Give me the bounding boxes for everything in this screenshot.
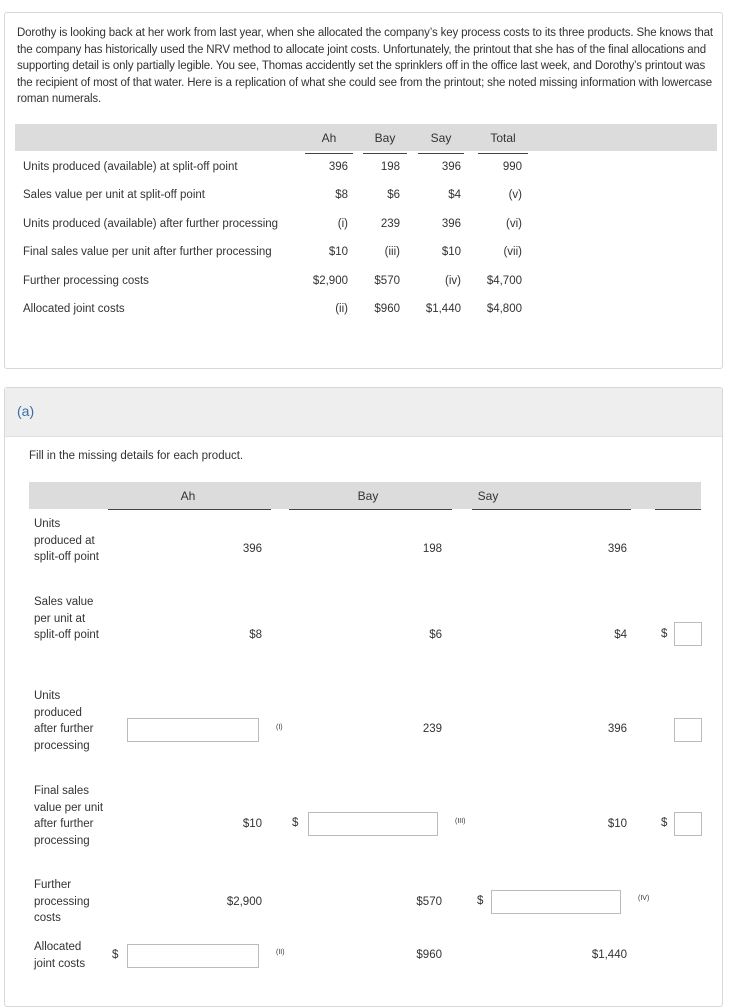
say-value: $10 (607, 818, 627, 830)
say-value: $1,440 (591, 949, 627, 961)
col-underline (655, 509, 701, 510)
printout-cell: $6 (387, 189, 400, 201)
col-underline (289, 509, 452, 510)
answer-tag: (III) (455, 818, 466, 825)
part-a-card (4, 387, 723, 1007)
row-label: Sales value per unit at split-off point (34, 596, 99, 641)
problem-intro: Dorothy is looking back at her work from last year, when she allocated the company’s key process costs to its three products. She knows that the company has historically used the NRV method to allocate joint costs. Unfortunately, the printout that she has of the final allocations and supporting detail is only partially legible. You see, Thomas accidently set the sprinklers off in the office last week, and Dorothy’s printout was the recipient of most of that water. Here is a replication of what she could see from the printout; she noted missing information with lowercase roman numerals. (17, 27, 713, 105)
col-underline (108, 509, 271, 510)
printout-cell: (vi) (506, 218, 522, 230)
printout-cell: (iv) (445, 275, 461, 287)
printout-cell: $4,700 (486, 275, 522, 287)
say-value: 396 (607, 543, 627, 555)
printout-cell: 198 (380, 161, 400, 173)
dollar-sign: $ (477, 895, 484, 907)
col-bay: Bay (374, 131, 396, 145)
answer-tag: (II) (276, 949, 285, 956)
instruction: Fill in the missing details for each product. (29, 450, 244, 462)
printout-cell: $2,900 (312, 275, 348, 287)
ah-value: 396 (242, 543, 262, 555)
dollar-sign: $ (292, 817, 299, 829)
bay-final-sales-input[interactable] (308, 812, 438, 836)
col-underline (472, 509, 631, 510)
printout-cell: 396 (328, 161, 348, 173)
col-say: Say (477, 489, 499, 503)
printout-cell: $570 (374, 275, 400, 287)
row-label: Units produced after further processing (34, 690, 94, 752)
printout-cell: 239 (380, 218, 400, 230)
printout-cell: (vii) (503, 246, 522, 258)
answer-tag: (IV) (638, 895, 650, 902)
ah-units-after-input[interactable] (127, 718, 259, 742)
row-label: Allocated joint costs (34, 941, 86, 970)
row-label: Final sales value per unit after further processing (34, 785, 104, 847)
ah-value: $10 (242, 818, 262, 830)
col-underline (305, 153, 353, 154)
printout-cell: $10 (328, 246, 348, 258)
bay-value: 239 (422, 723, 442, 735)
answer-tag: (I) (276, 724, 283, 731)
dollar-sign: $ (112, 949, 119, 961)
col-ah: Ah (180, 489, 196, 503)
dollar-sign: $ (661, 628, 668, 640)
printout-cell: 396 (441, 218, 461, 230)
col-underline (418, 153, 464, 154)
ah-value: $8 (249, 629, 262, 641)
printout-row-label: Allocated joint costs (23, 303, 125, 315)
printout-row-label: Sales value per unit at split-off point (23, 189, 205, 201)
say-value: $4 (614, 629, 627, 641)
part-label: (a) (17, 403, 35, 419)
printout-cell: $4,800 (486, 303, 522, 315)
printout-cell: $1,440 (425, 303, 461, 315)
printout-row-label: Further processing costs (23, 275, 149, 287)
col-ah: Ah (321, 131, 337, 145)
col-say: Say (430, 131, 452, 145)
bay-value: $570 (416, 896, 442, 908)
bay-value: $6 (429, 629, 442, 641)
col-underline (478, 153, 528, 154)
printout-cell: $4 (448, 189, 461, 201)
printout-cell: (iii) (384, 246, 400, 258)
col-underline (363, 153, 407, 154)
printout-cell: $960 (374, 303, 400, 315)
say-further-processing-input[interactable] (491, 890, 621, 914)
printout-row-label: Units produced (available) after further processing (23, 218, 279, 230)
printout-row-label: Units produced (available) at split-off point (23, 161, 238, 173)
printout-row-label: Final sales value per unit after further processing (23, 246, 272, 258)
bay-value: $960 (416, 949, 442, 961)
say-value: 396 (607, 723, 627, 735)
printout-cell: 990 (502, 161, 522, 173)
part-a-header (5, 388, 722, 437)
total-units-after-input[interactable] (674, 718, 702, 742)
ah-value: $2,900 (226, 896, 262, 908)
ah-allocated-joint-input[interactable] (127, 944, 259, 968)
printout-cell: (v) (508, 189, 522, 201)
printout-cell: $8 (335, 189, 348, 201)
total-sales-value-input[interactable] (674, 622, 702, 646)
printout-cell: 396 (441, 161, 461, 173)
printout-cell: (i) (337, 218, 348, 230)
row-label: Further processing costs (34, 879, 90, 924)
col-bay: Bay (357, 489, 379, 503)
dollar-sign: $ (661, 817, 668, 829)
row-label: Units produced at split-off point (34, 518, 99, 563)
printout-cell: (ii) (335, 303, 348, 315)
total-final-sales-input[interactable] (674, 812, 702, 836)
printout-cell: $10 (441, 246, 461, 258)
col-total: Total (490, 131, 516, 145)
bay-value: 198 (422, 543, 442, 555)
